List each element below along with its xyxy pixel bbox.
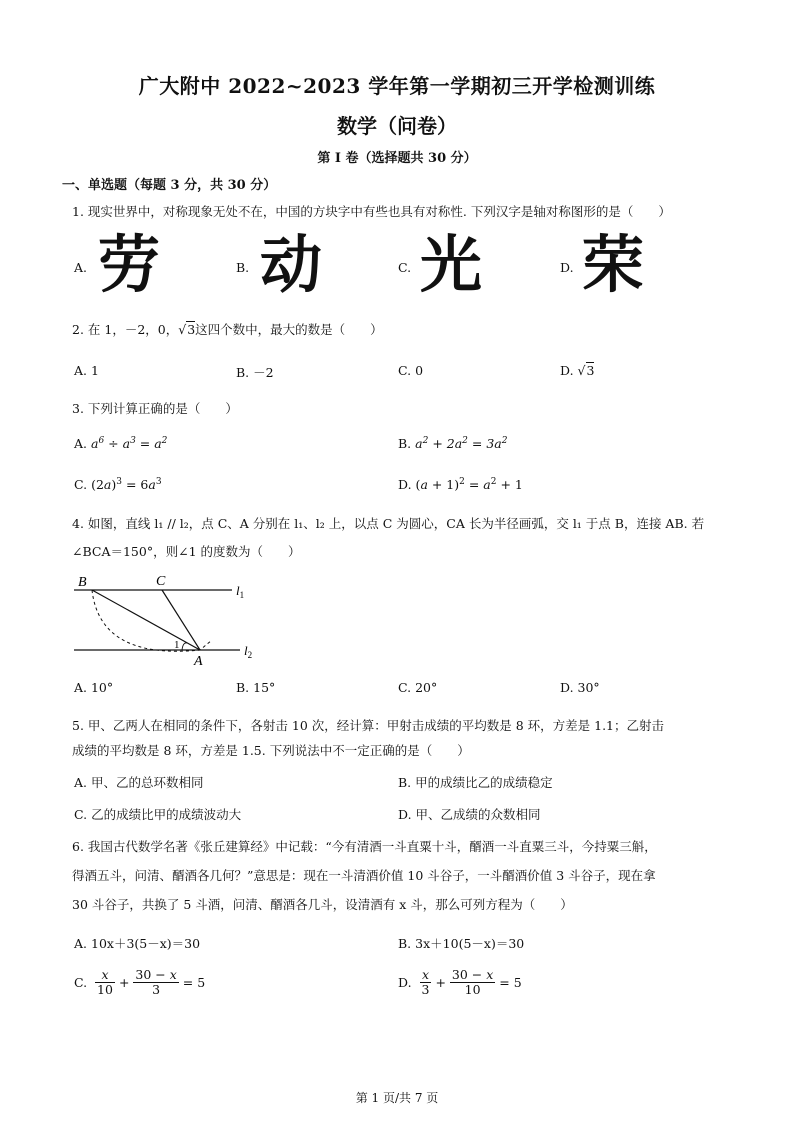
q6-option-c [74, 968, 205, 997]
q3-option-d [398, 477, 523, 492]
question-4-line-1: 4. 如图，直线 l₁ // l₂，点 C、A 分别在 l₁、l₂ 上，以点 C 为圆心，CA 长为半径画弧，交 l₁ 于点 B，连接 AB. 若 [72, 516, 705, 531]
q2-option-c: C. 0 [398, 363, 424, 378]
label-l1: $l_1$ [236, 583, 245, 600]
question-6-line-3: 30 斗谷子，共换了 5 斗酒，问清、醑酒各几斗，设清酒有 x 斗，那么可列方程为（ ） [72, 897, 573, 912]
q3-option-b [398, 436, 507, 451]
question-6-line-2: 得酒五斗，问清、醑酒各几何？”意思是：现在一斗清酒价值 10 斗谷子，一斗醑酒价值 3 斗谷子，现在拿 [72, 868, 656, 883]
arc-dashed [92, 590, 212, 651]
q6-option-b [398, 934, 524, 952]
q6-d-equals: = 5 [499, 975, 522, 990]
q2-text-post: 这四个数中，最大的数是（ ） [195, 322, 383, 337]
q6-d-fraction-1: $\frac{x}{3}$ [421, 967, 430, 997]
q3-option-b-label: B. [398, 436, 412, 452]
q6-c-fraction-2: $\frac{30 - x}{3}$ [135, 967, 177, 997]
question-6-line-1: 6. 我国古代数学名著《张丘建算经》中记载：“今有清酒一斗直粟十斗，醑酒一斗直粟三斗，今持粟三斛， [72, 839, 657, 854]
q1-option-b-char: 动 [260, 228, 323, 301]
label-l2: $l_2$ [244, 643, 253, 660]
question-5-line-2: 成绩的平均数是 8 环，方差是 1.5. 下列说法中不一定正确的是（ ） [72, 743, 470, 758]
q3-option-c-label: C. [74, 477, 88, 493]
q2-option-b: B. －2 [236, 365, 274, 380]
q1-option-d-char: 荣 [582, 228, 645, 301]
q3-option-d-label: D. [398, 477, 412, 493]
q6-option-d [398, 968, 522, 997]
label-b: B [78, 575, 87, 590]
q6-b-expression: 3x＋10(5－x)＝30 [415, 936, 525, 951]
question-4-line-2: ∠BCA＝150°，则∠1 的度数为（ ） [72, 544, 301, 559]
q6-d-plus: + [435, 975, 446, 990]
label-c: C [156, 574, 166, 589]
q6-c-equals: = 5 [182, 975, 206, 990]
q6-option-a-label: A. [74, 936, 88, 951]
page-footer: 第 1 页/共 7 页 [355, 1091, 439, 1105]
question-3-text: 3. 下列计算正确的是（ ） [72, 401, 238, 416]
q1-option-a-char: 劳 [98, 228, 161, 301]
section-heading: 一、单选题（每题 3 分，共 30 分） [62, 178, 277, 193]
label-angle-1: 1 [174, 639, 180, 651]
q4-option-d: D. 30° [560, 680, 600, 695]
q6-c-plus: + [118, 975, 130, 990]
label-a: A [194, 654, 203, 669]
q3-b-expression: $a^2 + 2a^2 = 3a^2$ [415, 436, 508, 452]
q5-option-d: D. 甲、乙成绩的众数相同 [398, 807, 541, 822]
q5-option-b: B. 甲的成绩比乙的成绩稳定 [398, 775, 553, 790]
q6-option-b-label: B. [398, 936, 412, 951]
q1-option-d-label: D. [560, 260, 574, 275]
exam-subtitle: 数学（问卷） [337, 114, 457, 138]
q3-c-expression: $(2a)^3 = 6a^3$ [91, 477, 162, 493]
segment-ca [162, 590, 200, 650]
q4-option-c: C. 20° [398, 680, 438, 695]
q1-option-b-label: B. [236, 260, 250, 275]
q6-option-d-label: D. [398, 975, 412, 990]
exam-title: 广大附中 2022~2023 学年第一学期初三开学检测训练 [138, 74, 656, 98]
q1-option-c-char: 光 [420, 228, 483, 301]
angle-1-mark [182, 643, 187, 650]
q2-d-sqrt-value: 3 [586, 363, 595, 378]
q2-d-sqrt-sign: √ [577, 363, 586, 378]
q1-option-a-label: A. [74, 260, 88, 275]
q3-option-c [74, 477, 162, 492]
q5-option-c: C. 乙的成绩比甲的成绩波动大 [74, 807, 242, 822]
q6-d-fraction-2: $\frac{30 - x}{10}$ [451, 967, 494, 997]
q2-option-d [560, 363, 594, 378]
q5-option-a: A. 甲、乙的总环数相同 [74, 775, 204, 790]
question-1-text: 1. 现实世界中，对称现象无处不在，中国的方块字中有些也具有对称性. 下列汉字是轴对称图形的是（ ） [72, 204, 671, 219]
q2-sqrt-value: 3 [187, 322, 196, 337]
q6-a-expression: 10x＋3(5－x)＝30 [91, 936, 201, 951]
segment-ba [92, 590, 200, 650]
q6-option-a [74, 934, 200, 952]
q4-option-b: B. 15° [236, 680, 276, 695]
q3-option-a-label: A. [74, 436, 88, 452]
question-2-text [72, 320, 383, 338]
q2-text-pre: 2. 在 1，－2，0， [72, 322, 179, 337]
q6-c-fraction-1: $\frac{x}{10}$ [97, 967, 113, 997]
q4-geometry-figure [70, 568, 270, 672]
q3-a-expression: $a^6 \div a^3 = a^2$ [91, 436, 168, 452]
q3-d-expression: $(a + 1)^2 = a^2 + 1$ [415, 477, 523, 493]
q4-option-a: A. 10° [74, 680, 114, 695]
q2-option-a: A. 1 [74, 363, 99, 378]
part-heading: 第 I 卷（选择题共 30 分） [317, 151, 477, 166]
question-5-line-1: 5. 甲、乙两人在相同的条件下，各射击 10 次，经计算：甲射击成绩的平均数是 8 环，方差是 1.1；乙射击 [72, 718, 665, 733]
q6-option-c-label: C. [74, 975, 88, 990]
q3-option-a [74, 436, 167, 451]
q2-option-d-label: D. [560, 363, 578, 378]
q1-option-c-label: C. [398, 260, 412, 275]
q2-sqrt-sign: √ [178, 322, 187, 337]
